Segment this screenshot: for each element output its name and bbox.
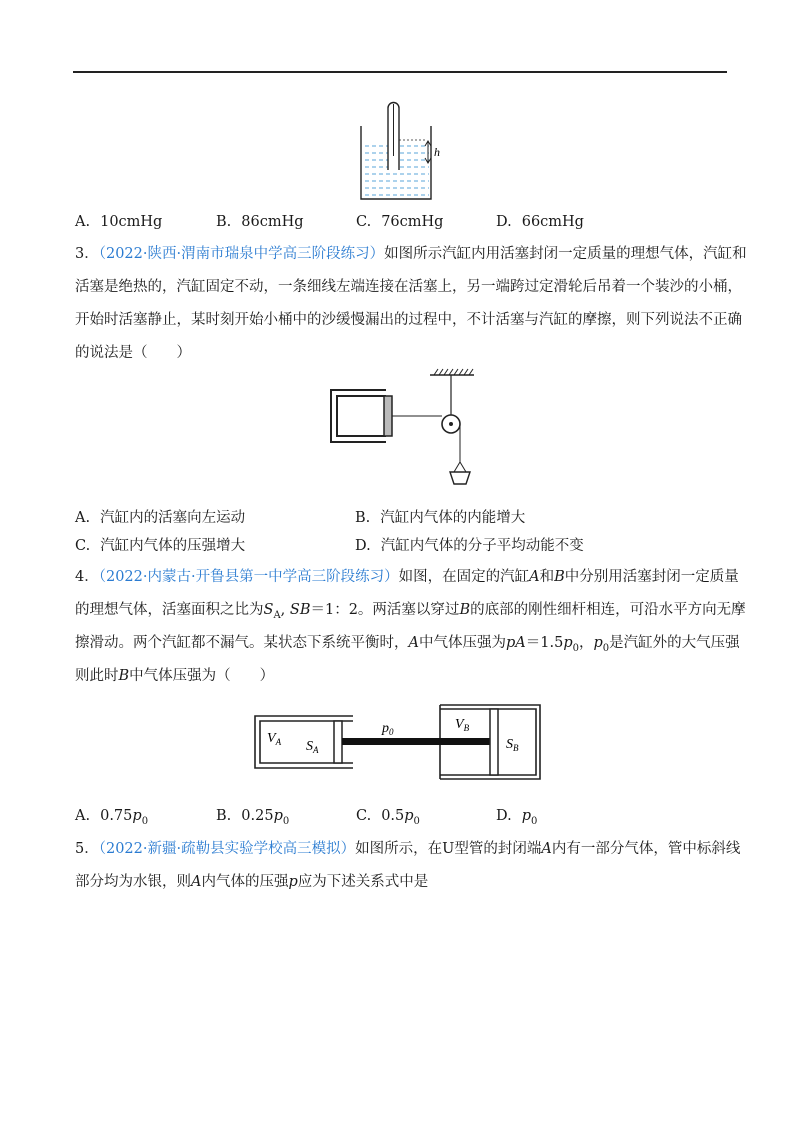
svg-text:p0: $p_0$: [382, 721, 394, 737]
q4-stem-line-4: 则此时B中气体压强为（ ）: [75, 668, 275, 684]
svg-text:VA: $V_A$: [267, 731, 282, 747]
q3-stem-line-3: 开始时活塞静止，某时刻开始小桶中的沙缓慢漏出的过程中，不计活塞与汽缸的摩擦，则下列说法不正确: [75, 312, 742, 328]
q5-source: （2022·新疆·疏勒县实验学校高三模拟）: [98, 841, 356, 857]
q4-option-d[interactable]: D. $p_0$: [496, 808, 538, 827]
q4-figure-two-cylinders: [250, 696, 550, 786]
q3-stem-line-4: 的说法是（ ）: [75, 345, 191, 361]
q4-number: 4．: [75, 569, 99, 585]
q4-source: （2022·内蒙古·开鲁县第一中学高三阶段练习）: [98, 569, 399, 585]
q4-stem-line-1: 4．（2022·内蒙古·开鲁县第一中学高三阶段练习）如图，在固定的汽缸A和B中分别用活塞封闭一定质量: [75, 569, 739, 585]
q5-stem-line-1: 5．（2022·新疆·疏勒县实验学校高三模拟）如图所示，在U型管的封闭端A内有一部分气体，管中标斜线: [75, 841, 741, 857]
q3-option-b[interactable]: B. 汽缸内气体的内能增大: [355, 510, 526, 526]
q4-label-p0: p: [382, 721, 389, 736]
q5-stem-line-2: 部分均为水银，则A内气体的压强p应为下述关系式中是: [75, 874, 429, 890]
q3-option-c[interactable]: C. 汽缸内气体的压强增大: [75, 538, 246, 554]
q5-number: 5．: [75, 841, 99, 857]
q2-option-b[interactable]: B. 86cmHg: [216, 214, 304, 230]
q3-stem-line-1: 3．（2022·陕西·渭南市瑞泉中学高三阶段练习）如图所示汽缸内用活塞封闭一定质量的理想气体，汽缸和: [75, 246, 747, 262]
q4-option-c[interactable]: C. $0.5p_0$: [356, 808, 420, 827]
q4-label-sa: S: [306, 739, 313, 754]
svg-text:VB: $V_B$: [455, 717, 470, 733]
q2-option-a[interactable]: A. 10cmHg: [75, 214, 163, 230]
q2-figure-tube-trough: [355, 96, 455, 202]
q2-option-d[interactable]: D. 66cmHg: [496, 214, 584, 230]
q3-source: （2022·陕西·渭南市瑞泉中学高三阶段练习）: [98, 246, 385, 262]
q4-label-sb: S: [506, 737, 513, 752]
q4-option-a[interactable]: A. $0.75p_0$: [75, 808, 149, 827]
q4-option-b[interactable]: B. $0.25p_0$: [216, 808, 290, 827]
q3-figure-cylinder-pulley: [326, 366, 476, 488]
q4-stem-line-3: 擦滑动。两个汽缸都不漏气。某状态下系统平衡时，A中气体压强为$pA=1.5p_0$，$p_0$是汽缸外的大气压强: [75, 635, 740, 654]
q3-option-a[interactable]: A. 汽缸内的活塞向左运动: [75, 510, 246, 526]
header-rule: [73, 71, 727, 73]
q3-stem-line-2: 活塞是绝热的，汽缸固定不动，一条细线左端连接在活塞上，另一端跨过定滑轮后吊着一个装沙的小桶，: [75, 279, 742, 295]
q3-option-d[interactable]: D. 汽缸内气体的分子平均动能不变: [355, 538, 584, 554]
q3-number: 3．: [75, 246, 99, 262]
q2-option-c[interactable]: C. 76cmHg: [356, 214, 444, 230]
q4-label-va: V: [267, 731, 276, 746]
svg-text:SB: $S_B$: [506, 737, 519, 753]
svg-text:SA: $S_A$: [306, 739, 319, 755]
q2-height-label: h: [434, 145, 440, 159]
q4-stem-line-2: 的理想气体，活塞面积之比为$S_A$, SB＝1：2。两活塞以穿过B的底部的刚性细杆相连，可沿水平方向无摩: [75, 602, 746, 621]
q4-label-vb: V: [455, 717, 464, 732]
